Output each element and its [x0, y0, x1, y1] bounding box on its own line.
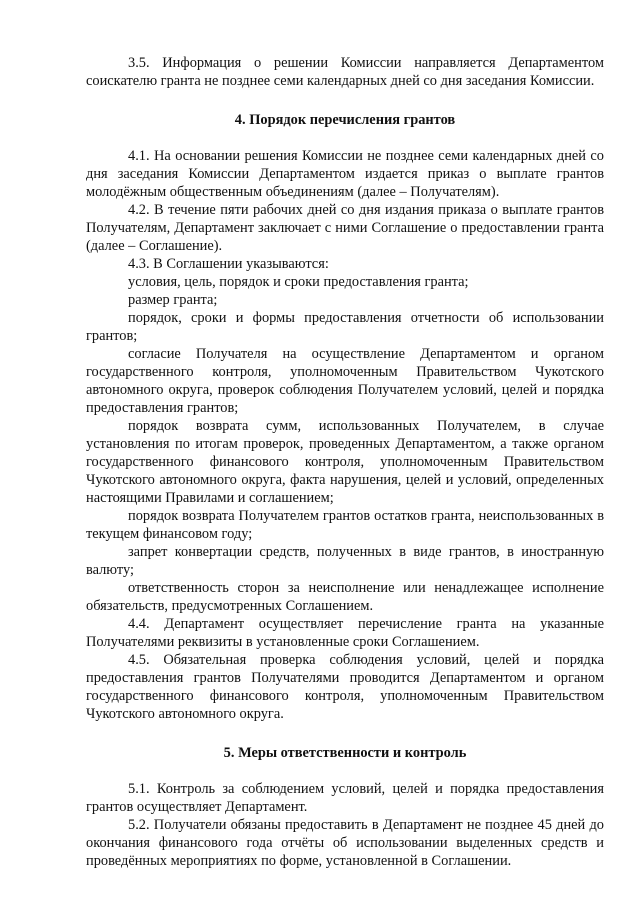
- list-item-liability: ответственность сторон за неисполнение или ненадлежащее исполнение обязательств, предусмотренных Соглашением.: [86, 580, 604, 614]
- list-item-consent: согласие Получателя на осуществление Департаментом и органом государственного контроля, уполномоченным Правительством Чукотского автономного округа, проверок соблюдения Получателем условий, целей и порядка предоставления грантов;: [86, 346, 604, 416]
- paragraph-4-2: 4.2. В течение пяти рабочих дней со дня издания приказа о выплате грантов Получателям, Департамент заключает с ними Соглашение о предоставлении гранта (далее – Соглашение).: [86, 202, 604, 254]
- paragraph-4-1: 4.1. На основании решения Комиссии не позднее семи календарных дней со дня заседания Комиссии Департаментом издается приказ о выплате грантов молодёжным общественным объединениям (далее – Получателям).: [86, 148, 604, 200]
- paragraph-4-3: 4.3. В Соглашении указываются:: [128, 256, 329, 272]
- paragraph-5-2: 5.2. Получатели обязаны предоставить в Департамент не позднее 45 дней до окончания финансового года отчёты об использовании выделенных средств и проведённых мероприятиях по форме, установленной в Соглашении.: [86, 817, 604, 869]
- list-item-currency-ban: запрет конвертации средств, полученных в виде грантов, в иностранную валюту;: [86, 544, 604, 578]
- document-page: [86, 54, 604, 870]
- list-item-refund: порядок возврата сумм, использованных Получателем, в случае установления по итогам проверок, проведенных Департаментом, а также органом государственного финансового контроля, уполномоченным Правительством Чукотского автономного округа, факта нарушения, целей и условий, определенных настоящими Правилами и соглашением;: [86, 418, 604, 506]
- list-item-remainder-refund: порядок возврата Получателем грантов остатков гранта, неиспользованных в текущем финансовом году;: [86, 508, 604, 542]
- list-item-reporting: порядок, сроки и формы предоставления отчетности об использовании грантов;: [86, 310, 604, 344]
- paragraph-3-5: 3.5. Информация о решении Комиссии направляется Департаментом соискателю гранта не позднее семи календарных дней со дня заседания Комиссии.: [86, 55, 604, 89]
- list-item-conditions: условия, цель, порядок и сроки предоставления гранта;: [128, 274, 469, 290]
- section-4-heading: 4. Порядок перечисления грантов: [234, 112, 456, 128]
- paragraph-4-4: 4.4. Департамент осуществляет перечисление гранта на указанные Получателями реквизиты в установленные сроки Соглашением.: [86, 616, 604, 650]
- section-5-heading: 5. Меры ответственности и контроль: [223, 745, 467, 761]
- paragraph-4-5: 4.5. Обязательная проверка соблюдения условий, целей и порядка предоставления грантов Получателями проводится Департаментом и органом государственного финансового контроля, уполномоченным Правительством Чукотского автономного округа.: [86, 652, 604, 722]
- list-item-grant-size: размер гранта;: [128, 292, 218, 308]
- paragraph-5-1: 5.1. Контроль за соблюдением условий, целей и порядка предоставления грантов осуществляет Департамент.: [86, 781, 604, 815]
